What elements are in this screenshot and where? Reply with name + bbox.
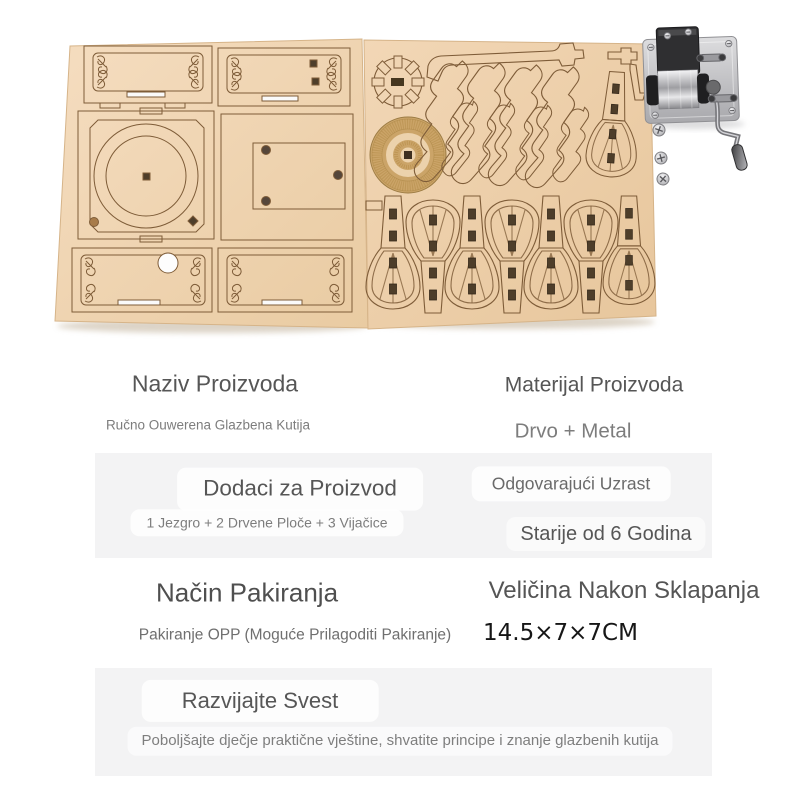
assembled-size-value: 14.5×7×7CM <box>483 620 638 646</box>
loose-screws <box>651 122 671 187</box>
music-box-mechanism <box>642 25 748 174</box>
accessories-value: 1 Jezgro + 2 Drvene Ploče + 3 Vijačice <box>131 509 404 536</box>
product-name-label: Naziv Proizvoda <box>131 370 299 397</box>
product-photo <box>0 0 800 345</box>
turntable-disc <box>370 117 446 193</box>
material-label: Materijal Proizvoda <box>504 373 684 397</box>
accessories-label: Dodaci za Proizvod <box>177 468 423 511</box>
awareness-label: Razvijajte Svest <box>142 680 379 722</box>
awareness-value: Poboljšajte dječje praktične vještine, shvatite principe i znanje glazbenih kutija <box>128 727 673 756</box>
packaging-label: Način Pakiranja <box>155 577 339 608</box>
material-value: Drvo + Metal <box>514 419 632 443</box>
left-plywood-sheet <box>55 39 368 328</box>
assembled-size-label: Veličina Nakon Sklapanja <box>488 576 760 604</box>
packaging-value: Pakiranje OPP (Moguće Prilagoditi Pakiranje) <box>138 626 452 644</box>
product-name-value: Ručno Ouwerena Glazbena Kutija <box>105 417 311 433</box>
age-label: Odgovarajući Uzrast <box>472 466 671 501</box>
gear-piece <box>372 56 424 108</box>
right-plywood-sheet <box>364 40 656 329</box>
age-value: Starije od 6 Godina <box>506 517 705 551</box>
comb-block <box>656 27 700 75</box>
